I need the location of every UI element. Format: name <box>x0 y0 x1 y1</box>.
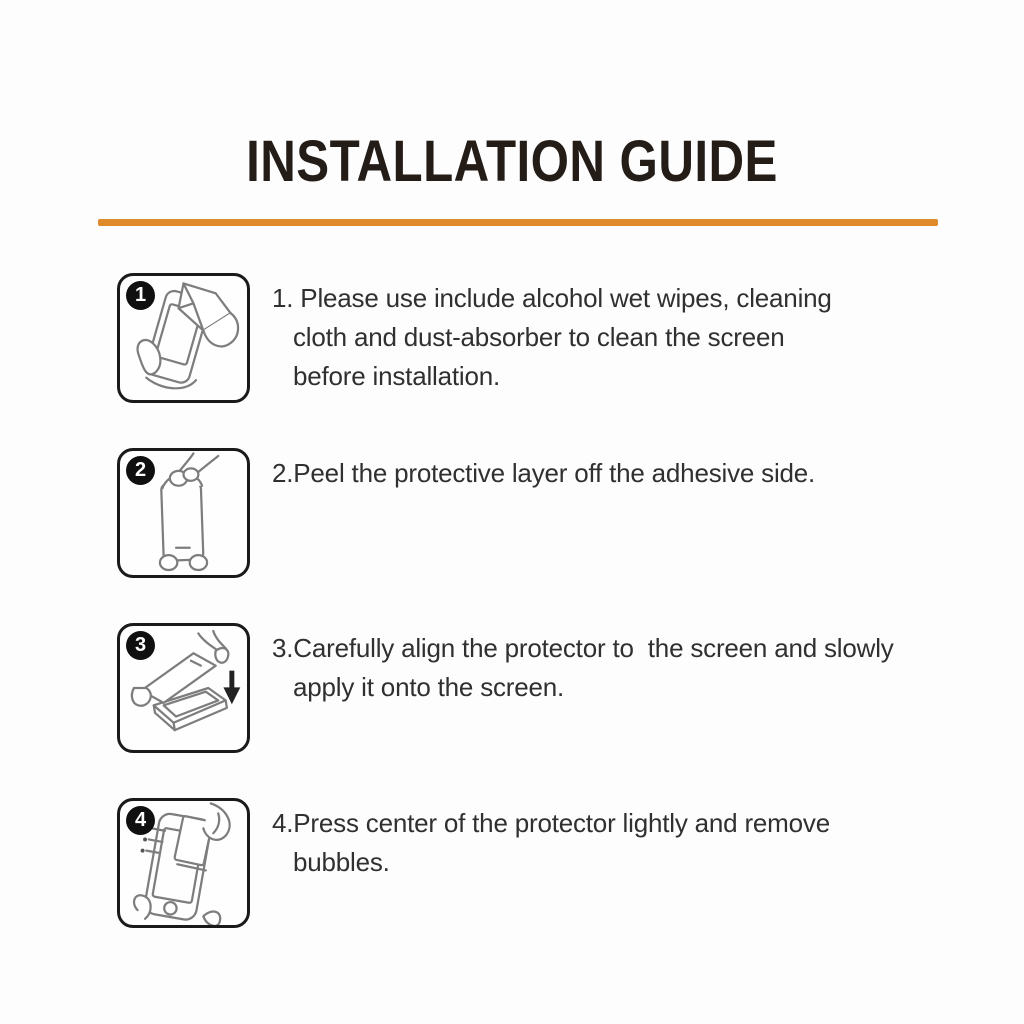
step-4-illustration-box <box>117 798 250 928</box>
step-1-text <box>272 273 832 396</box>
step-2-number: 2 <box>134 459 147 481</box>
step-3-number: 3 <box>134 634 147 656</box>
step-4-number-badge <box>126 806 155 835</box>
step-4-line: bubbles. <box>293 847 390 877</box>
step-1-line: before installation. <box>293 361 501 391</box>
step-4-text <box>272 798 830 882</box>
step-3-number-badge <box>126 631 155 660</box>
step-3-text <box>272 623 894 707</box>
step-4-number: 4 <box>134 809 147 831</box>
step-2-text <box>272 448 815 493</box>
step-row-4 <box>117 798 830 928</box>
step-1-illustration-box <box>117 273 250 403</box>
step-1-number-badge <box>126 281 155 310</box>
step-1-number: 1 <box>134 284 147 306</box>
step-2-number-badge <box>126 456 155 485</box>
step-row-1 <box>117 273 832 403</box>
step-2-line: 2.Peel the protective layer off the adhesive side. <box>272 458 816 488</box>
title-divider <box>98 219 938 226</box>
step-1-line: cloth and dust-absorber to clean the screen <box>293 322 785 352</box>
step-3-line: apply it onto the screen. <box>293 672 565 702</box>
step-2-illustration-box <box>117 448 250 578</box>
step-3-line: 3.Carefully align the protector to the screen and slowly <box>272 633 894 663</box>
page-title: INSTALLATION GUIDE <box>246 129 778 194</box>
step-row-2 <box>117 448 815 578</box>
step-row-3 <box>117 623 894 753</box>
step-4-line: 4.Press center of the protector lightly and remove <box>272 808 830 838</box>
step-1-line: 1. Please use include alcohol wet wipes, cleaning <box>272 283 832 313</box>
step-3-illustration-box <box>117 623 250 753</box>
